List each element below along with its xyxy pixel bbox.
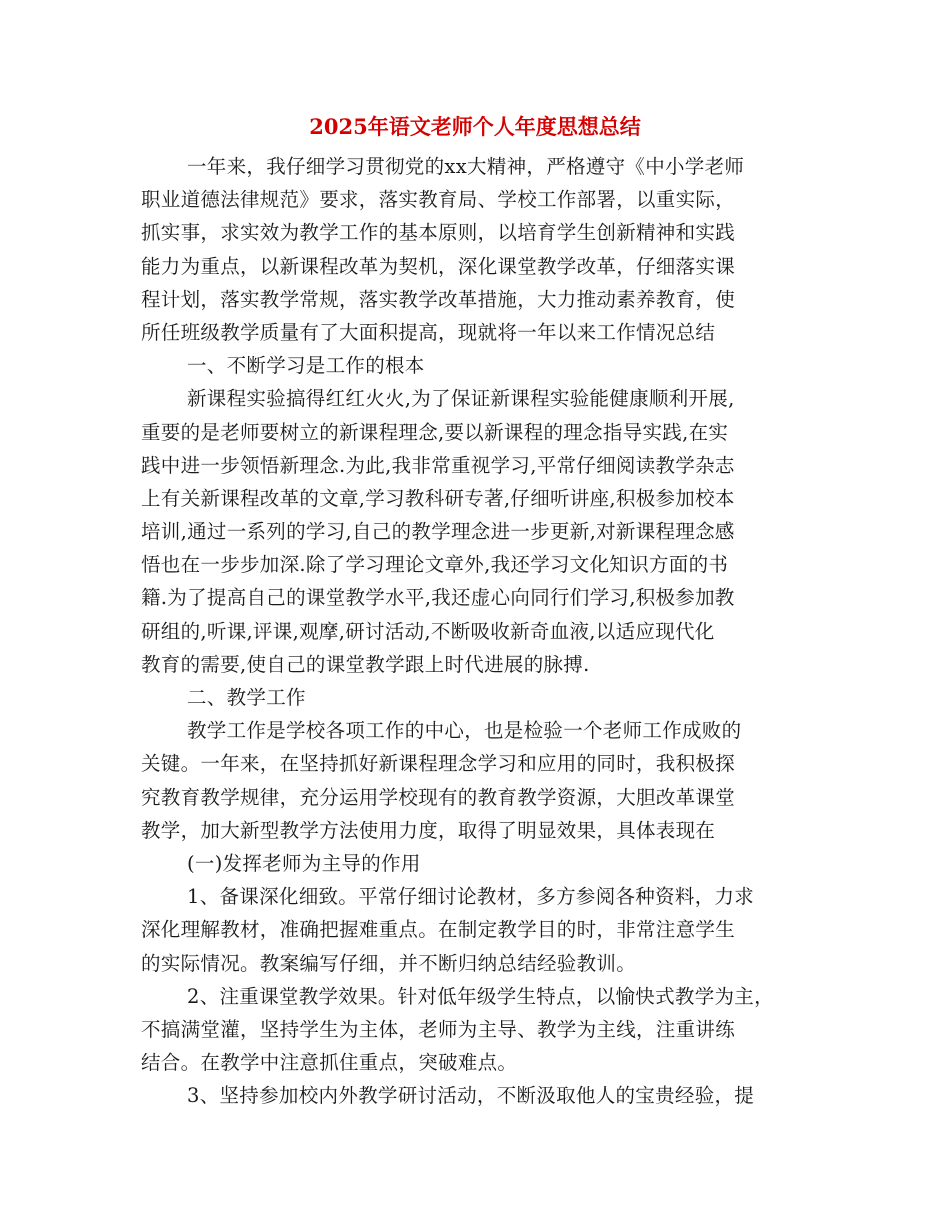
text-line: 关键。一年来，在坚持抓好新课程理念学习和应用的同时，我积极探 [141,752,736,776]
text-line: 二、教学工作 [187,686,306,709]
text-line: 结合。在教学中注意抓住重点，突破难点。 [141,1051,518,1075]
text-line: 培训,通过一系列的学习,自己的教学理念进一步更新,对新课程理念感 [141,520,735,544]
text-line: 职业道德法律规范》要求，落实教育局、学校工作部署，以重实际， [141,188,736,212]
text-line: 程计划，落实教学常规，落实教学改革措施，大力推动素养教育，使 [141,287,736,311]
text-line: 不搞满堂灌，坚持学生为主体，老师为主导、教学为主线，注重讲练 [141,1017,736,1041]
text-line: 践中进一步领悟新理念.为此,我非常重视学习,平常仔细阅读教学杂志 [141,453,735,477]
text-line: 能力为重点，以新课程改革为契机，深化课堂教学改革，仔细落实课 [141,254,736,278]
text-line: 一、不断学习是工作的根本 [187,354,425,378]
text-line: 2、注重课堂教学效果。针对低年级学生特点，以愉快式教学为主， [187,984,774,1008]
text-line: 上有关新课程改革的文章,学习教科研专著,仔细听讲座,积极参加校本 [141,486,735,510]
text-line: 的实际情况。教案编写仔细，并不断归纳总结经验教训。 [141,951,637,975]
text-line: 教学工作是学校各项工作的中心，也是检验一个老师工作成败的 [187,719,742,743]
text-line: (一)发挥老师为主导的作用 [187,851,421,875]
text-line: 一年来，我仔细学习贯彻党的xx大精神，严格遵守《中小学老师 [187,155,745,178]
document-title: 2025年语文老师个人年度思想总结 [309,114,641,139]
text-line: 教育的需要,使自己的课堂教学跟上时代进展的脉搏. [141,652,590,676]
text-line: 新课程实验搞得红红火火,为了保证新课程实验能健康顺利开展, [187,387,735,411]
text-line: 悟也在一步步加深.除了学习理论文章外,我还学习文化知识方面的书 [141,553,729,577]
document-body [141,150,811,1112]
text-line: 1、备课深化细致。平常仔细讨论教材，多方参阅各种资料，力求 [187,885,755,909]
text-line: 教学，加大新型教学方法使用力度，取得了明显效果，具体表现在 [141,818,716,842]
text-line: 籍.为了提高自己的课堂教学水平,我还虚心向同行们学习,积极参加教 [141,586,735,610]
text-line: 所任班级教学质量有了大面积提高，现就将一年以来工作情况总结 [141,320,716,344]
text-line: 3、坚持参加校内外教学研讨活动，不断汲取他人的宝贵经验，提 [187,1084,755,1108]
text-line: 研组的,听课,评课,观摩,研讨活动,不断吸收新奇血液,以适应现代化 [141,619,715,643]
text-line: 重要的是老师要树立的新课程理念,要以新课程的理念指导实践,在实 [141,420,729,444]
text-line: 深化理解教材，准确把握难重点。在制定教学目的时，非常注意学生 [141,918,736,942]
text-line: 究教育教学规律，充分运用学校现有的教育教学资源，大胆改革课堂 [141,785,736,809]
text-line: 抓实事，求实效为教学工作的基本原则，以培育学生创新精神和实践 [141,221,736,245]
